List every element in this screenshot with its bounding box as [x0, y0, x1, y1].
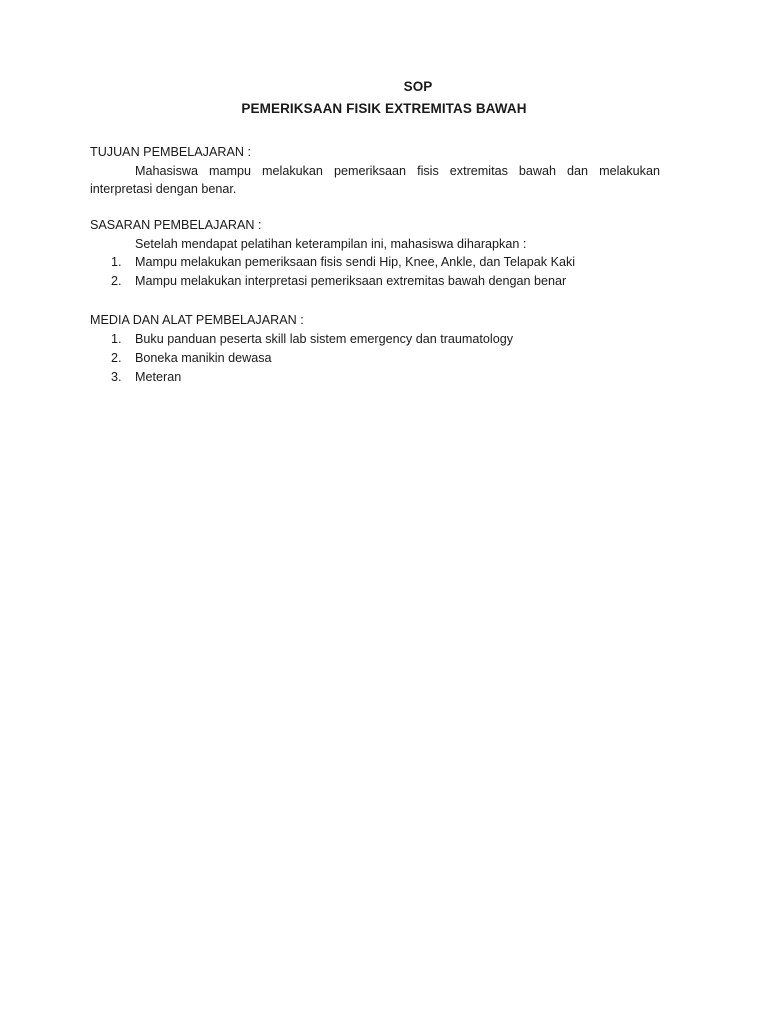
- document-title: SOP: [403, 79, 433, 94]
- list-item: [90, 253, 660, 272]
- list-text: Buku panduan peserta skill lab sistem emergency dan traumatology: [135, 331, 514, 346]
- list-number: 3.: [111, 369, 122, 384]
- section-sasaran: [90, 216, 660, 291]
- list-text: Boneka manikin dewasa: [135, 350, 272, 365]
- list-item: [90, 330, 660, 349]
- numbered-list: [90, 253, 660, 291]
- section-heading: MEDIA DAN ALAT PEMBELAJARAN :: [90, 313, 304, 327]
- section-paragraph: Mahasiswa mampu melakukan pemeriksaan fisis extremitas bawah dan melakukan interpretasi dengan benar.: [90, 163, 660, 196]
- section-intro: Setelah mendapat pelatihan keterampilan ini, mahasiswa diharapkan :: [135, 236, 527, 251]
- numbered-list: [90, 330, 660, 387]
- section-heading: SASARAN PEMBELAJARAN :: [90, 218, 262, 232]
- section-heading: TUJUAN PEMBELAJARAN :: [90, 145, 251, 159]
- list-number: 2.: [111, 350, 122, 365]
- list-text: Mampu melakukan interpretasi pemeriksaan extremitas bawah dengan benar: [135, 274, 567, 288]
- document-subtitle: PEMERIKSAAN FISIK EXTREMITAS BAWAH: [241, 101, 527, 116]
- section-media: [90, 311, 660, 387]
- list-item: [90, 272, 660, 291]
- list-text: Mampu melakukan pemeriksaan fisis sendi Hip, Knee, Ankle, dan Telapak Kaki: [135, 255, 576, 269]
- list-item: [90, 368, 660, 387]
- list-number: 2.: [111, 274, 122, 288]
- list-text: Meteran: [135, 369, 182, 384]
- list-item: [90, 349, 660, 368]
- list-number: 1.: [111, 255, 122, 269]
- list-number: 1.: [111, 331, 122, 346]
- section-tujuan: [90, 143, 660, 199]
